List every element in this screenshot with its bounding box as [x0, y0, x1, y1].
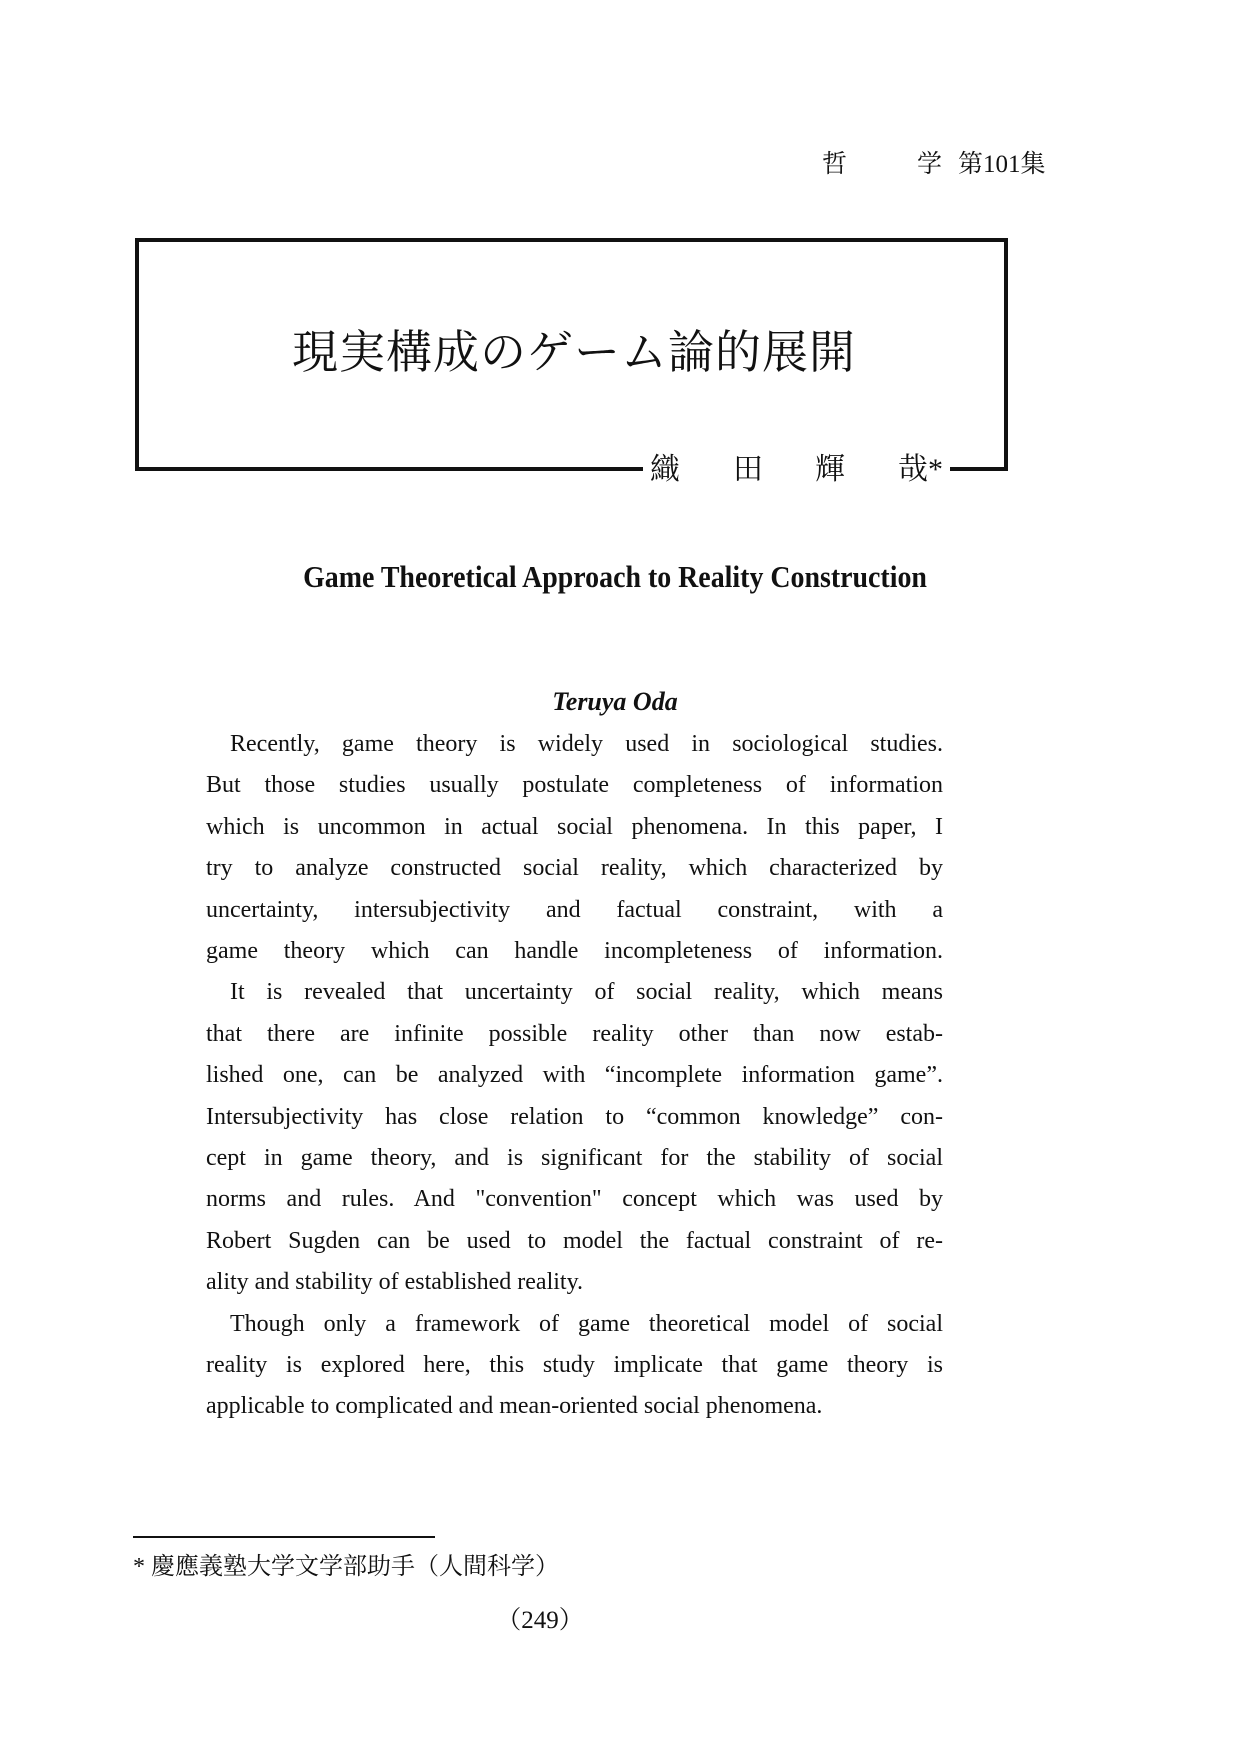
japanese-title: 現実構成のゲーム論的展開 [292, 327, 856, 378]
journal-name-char-1: 哲 [822, 151, 848, 178]
page-number: （249） [496, 1607, 584, 1634]
abstract-line: Robert Sugden can be used to model the factual constraint of re- [206, 1228, 943, 1254]
abstract-line: It is revealed that uncertainty of social reality, which means [230, 979, 943, 1005]
journal-volume: 第101集 [958, 151, 1046, 178]
abstract-line: try to analyze constructed social reality, which characterized by [206, 855, 943, 881]
title-frame-bottom-rule-right [950, 467, 1008, 471]
english-title: Game Theoretical Approach to Reality Construction [303, 559, 927, 594]
abstract-line: Recently, game theory is widely used in sociological studies. [230, 731, 943, 757]
abstract-line: which is uncommon in actual social phenomena. In this paper, I [206, 814, 943, 840]
abstract-line: reality is explored here, this study implicate that game theory is [206, 1352, 943, 1378]
footnote-rule [133, 1536, 435, 1538]
abstract-line: uncertainty, intersubjectivity and factual constraint, with a [206, 897, 943, 923]
abstract-line: Though only a framework of game theoretical model of social [230, 1311, 943, 1337]
japanese-author-char: 田 [733, 453, 763, 486]
abstract-line: But those studies usually postulate completeness of information [206, 772, 943, 798]
abstract-line: game theory which can handle incompleteness of information. [206, 938, 943, 964]
japanese-author-char: 哉* [898, 453, 943, 486]
english-author: Teruya Oda [552, 687, 678, 716]
abstract-line: Intersubjectivity has close relation to “common knowledge” con- [206, 1104, 943, 1130]
japanese-author-char: 織 [650, 453, 680, 486]
abstract-line: norms and rules. And "convention" concept which was used by [206, 1186, 943, 1212]
journal-name-char-2: 学 [917, 151, 943, 178]
abstract-line: ality and stability of established reality. [206, 1269, 584, 1295]
title-frame-bottom-rule-left [135, 467, 643, 471]
footnote: * 慶應義塾大学文学部助手（人間科学） [133, 1554, 559, 1580]
abstract-line: that there are infinite possible reality other than now estab- [206, 1021, 943, 1047]
japanese-author-char: 輝 [815, 453, 845, 486]
abstract-line: cept in game theory, and is significant for the stability of social [206, 1145, 943, 1171]
abstract-line: applicable to complicated and mean-oriented social phenomena. [206, 1393, 823, 1419]
abstract-line: lished one, can be analyzed with “incomplete information game”. [206, 1062, 943, 1088]
